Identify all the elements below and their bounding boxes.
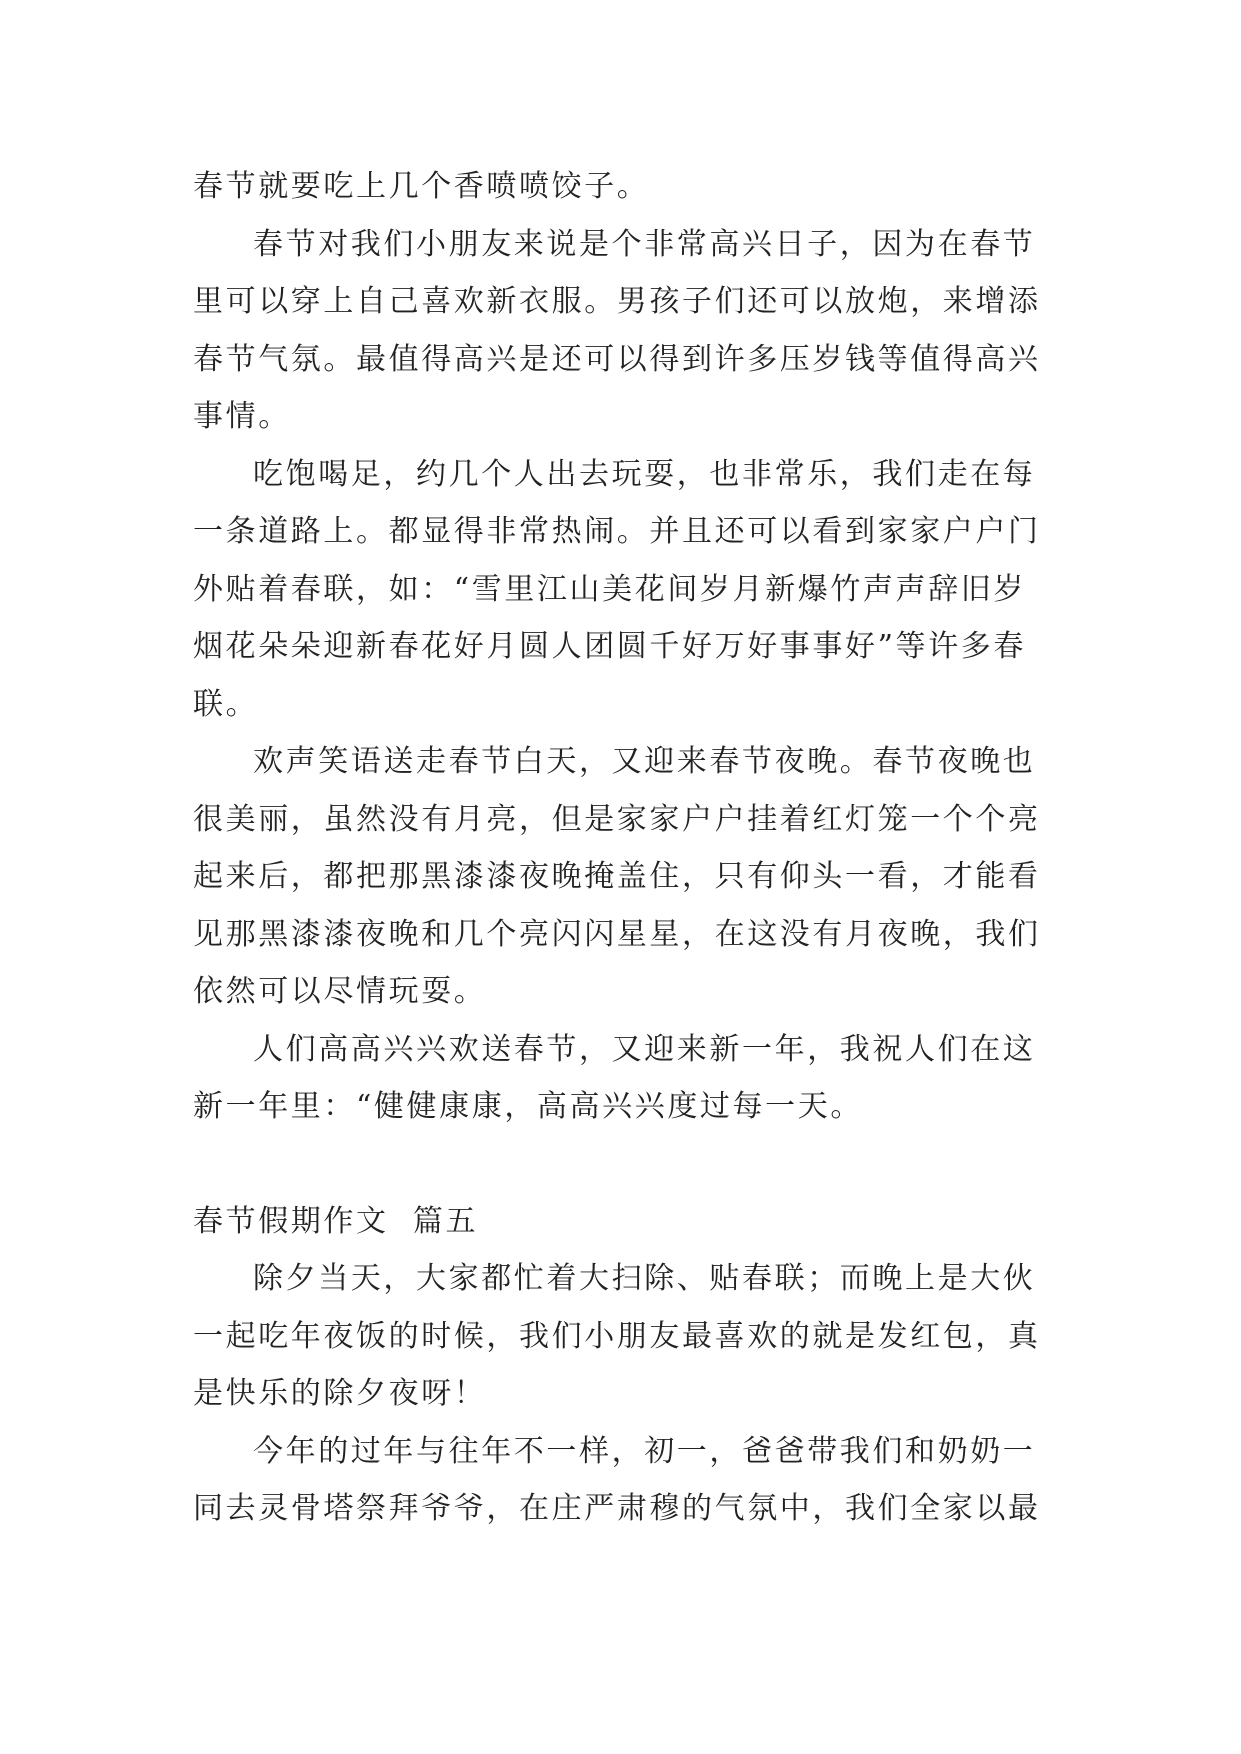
section-heading: 春节假期作文 篇五 — [193, 1203, 479, 1239]
paragraph: 欢声笑语送走春节白天，又迎来春节夜晚。春节夜晚也很美丽，虽然没有月亮，但是家家户户挂着红灯笼一个个亮起来后，都把那黑漆漆夜晚掩盖住，只有仰头一看，才能看见那黑漆漆夜晚和几个亮闪闪星星，在这没有月夜晚，我们依然可以尽情玩耍。 — [193, 744, 1041, 1009]
paragraph: 人们高高兴兴欢送春节，又迎来新一年，我祝人们在这新一年里：“健健康康，高高兴兴度过每一天。 — [193, 1031, 1036, 1124]
paragraph: 春节对我们小朋友来说是个非常高兴日子，因为在春节里可以穿上自己喜欢新衣服。男孩子们还可以放炮，来增添春节气氛。最值得高兴是还可以得到许多压岁钱等值得高兴事情。 — [193, 226, 1041, 434]
paragraph-continuation: 春节就要吃上几个香喷喷饺子。 — [193, 169, 650, 204]
paragraph: 吃饱喝足，约几个人出去玩耍，也非常乐，我们走在每一条道路上。都显得非常热闹。并且还可以看到家家户户门外贴着春联，如：“雪里江山美花间岁月新爆竹声声辞旧岁烟花朵朵迎新春花好月圆人团圆千好万好事事好”等许多春联。 — [193, 456, 1041, 722]
paragraph: 今年的过年与往年不一样，初一，爸爸带我们和奶奶一同去灵骨塔祭拜爷爷，在庄严肃穆的气氛中，我们全家以最 — [193, 1433, 1041, 1526]
paragraph: 除夕当天，大家都忙着大扫除、贴春联；而晚上是大伙一起吃年夜饭的时候，我们小朋友最喜欢的就是发红包，真是快乐的除夕夜呀！ — [193, 1261, 1041, 1411]
document-body — [193, 158, 1053, 1538]
